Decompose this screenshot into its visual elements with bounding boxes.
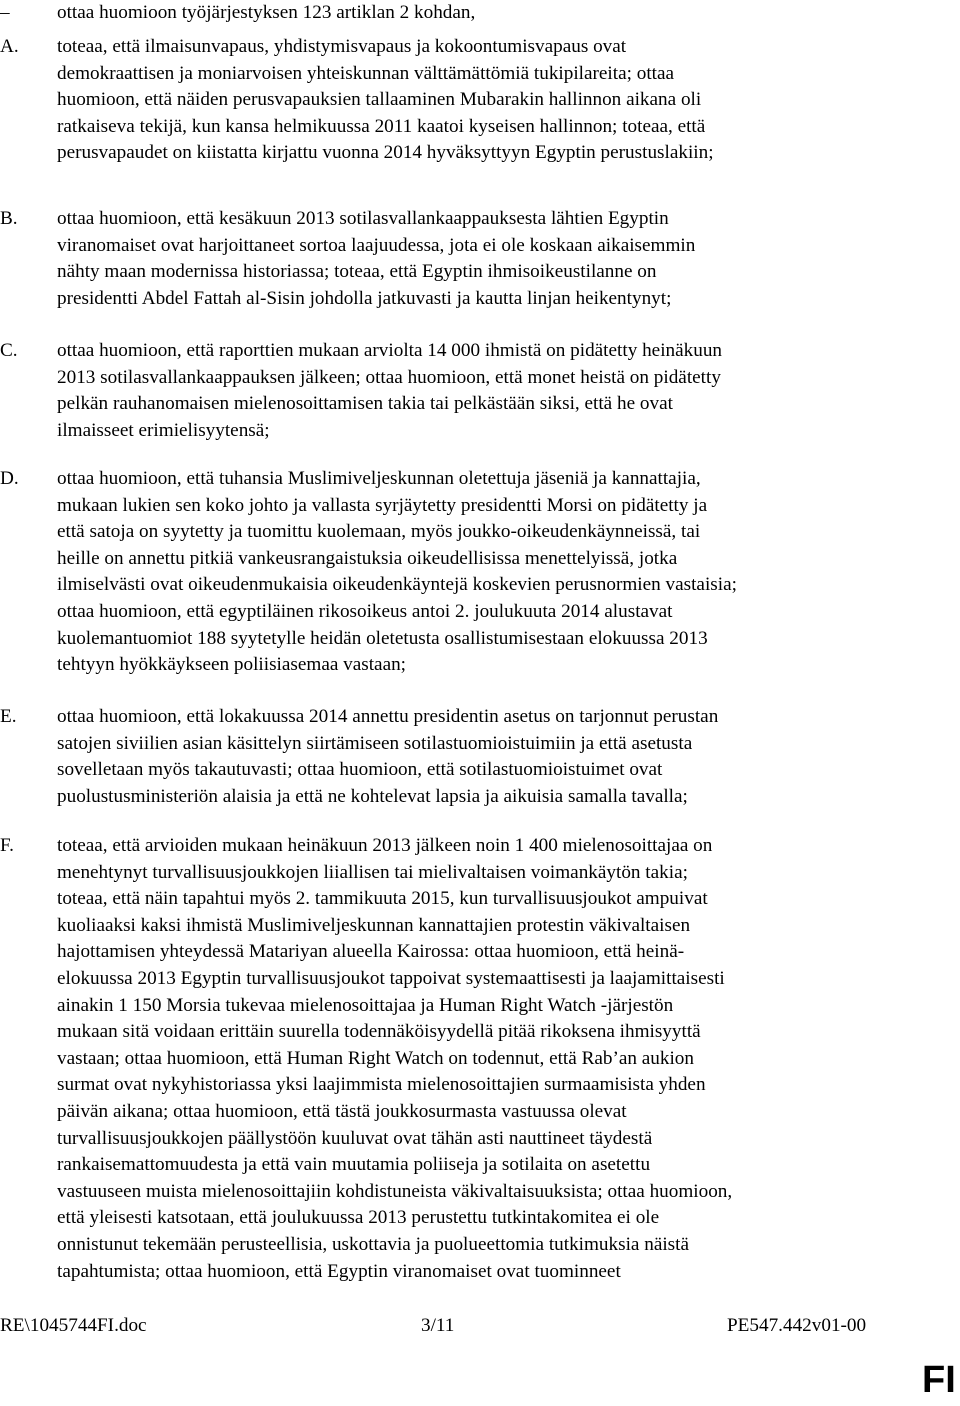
recital-text (57, 833, 887, 1285)
intro-text (57, 0, 887, 27)
text-line: demokraattisen ja moniarvoisen yhteiskunnan välttämättömiä tukipilareita; ottaa (57, 62, 675, 84)
text-line: ratkaiseva tekijä, kun kansa helmikuussa 2011 kaatoi kyseisen hallinnon; toteaa, että (57, 115, 706, 137)
text-line: nähty maan modernissa historiassa; toteaa, että Egyptin ihmisoikeustilanne on (57, 261, 657, 283)
text-line: päivän aikana; ottaa huomioon, että tästä joukkosurmasta vastuussa olevat (57, 1100, 627, 1122)
text-line: ottaa huomioon, että raporttien mukaan arviolta 14 000 ihmistä on pidätetty heinäkuun (57, 340, 723, 361)
recital-label: A. (0, 36, 19, 57)
text-line: satojen siviilien asian käsittelyn siirtämiseen sotilastuomioistuimiin ja että asetusta (57, 732, 693, 754)
text-line: presidentti Abdel Fattah al-Sisin johdolla jatkuvasti ja kautta linjan heikentynyt; (57, 287, 672, 309)
text-line: pelkän rauhanomaisen mielenosoittamisen takia tai pelkästään siksi, että he ovat (57, 393, 673, 415)
text-line: ottaa huomioon, että lokakuussa 2014 annettu presidentin asetus on tarjonnut perustan (57, 706, 719, 727)
text-line: ottaa huomioon, että tuhansia Muslimiveljeskunnan oletettuja jäseniä ja kannattajia, (57, 468, 701, 489)
text-line: turvallisuusjoukkojen päällystöön kuuluvat ovat tähän asti nauttineet täydestä (57, 1127, 653, 1149)
text-line: ilmaisseet erimielisyytensä; (57, 419, 270, 441)
recital-label: E. (0, 706, 17, 727)
text-line: puolustusministeriön alaisia ja että ne kohtelevat lapsia ja aikuisia samalla tavalla; (57, 785, 688, 807)
text-line: 2013 sotilasvallankaappauksen jälkeen; ottaa huomioon, että monet heistä on pidätetty (57, 366, 721, 388)
text-line: mukaan lukien sen koko johto ja vallasta syrjäytetty presidentti Morsi on pidätetty ja (57, 494, 708, 516)
recital-text (57, 466, 887, 679)
recital-text (57, 34, 887, 167)
text-line: mukaan sitä voidaan erittäin suurella todennäköisyydellä pitää rikoksena ihmisyyttä (57, 1021, 701, 1043)
text-line: että yleisesti katsotaan, että joulukuussa 2013 perustettu tutkintakomitea ei ole (57, 1207, 660, 1229)
text-line: kuolemantuomiot 188 syytetylle heidän oletetusta osallistumisestaan elokuussa 2013 (57, 627, 708, 649)
text-line: sovelletaan myös takautuvasti; ottaa huomioon, että sotilastuomioistuimet ovat (57, 759, 663, 781)
recital-text (57, 206, 887, 312)
text-line: ainakin 1 150 Morsia tukevaa mielenosoittajaa ja Human Right Watch -järjestön (57, 994, 674, 1016)
text-line: tehtyyn hyökkäykseen poliisiasemaa vastaan; (57, 654, 407, 676)
page-number: 3/11 (421, 1315, 455, 1336)
text-line: toteaa, että ilmaisunvapaus, yhdistymisvapaus ja kokoontumisvapaus ovat (57, 36, 627, 57)
text-line: kuoliaaksi kaksi ihmistä Muslimiveljeskunnan kannattajien protestin väkivaltaisen (57, 914, 691, 936)
text-line: ottaa huomioon työjärjestyksen 123 artiklan 2 kohdan, (57, 2, 476, 23)
text-line: menehtynyt turvallisuusjoukkojen liiallisen tai mielivaltaisen voimankäytön takia; (57, 861, 688, 883)
text-line: ilmiselvästi ovat oikeudenmukaisia oikeudenkäyntejä koskevien perusnormien vastaisia; (57, 574, 737, 596)
recital-text (57, 338, 887, 444)
text-line: vastaan; ottaa huomioon, että Human Right Watch on todennut, että Rab’an aukion (57, 1047, 694, 1069)
text-line: huomioon, että näiden perusvapauksien tallaaminen Mubarakin hallinnon aikana oli (57, 89, 702, 111)
intro-dash: – (0, 2, 10, 23)
text-line: surmat ovat nykyhistoriassa yksi laajimmista mielenosoittajien surmaamisista yhden (57, 1074, 706, 1096)
text-line: rankaisemattomuudesta ja että vain muutamia poliiseja ja sotilaita on asetettu (57, 1154, 651, 1176)
recital-label: D. (0, 468, 19, 489)
text-line: onnistunut tekemään perusteellisia, uskottavia ja puolueettomia tutkimuksia näistä (57, 1233, 689, 1255)
document-reference: RE\1045744FI.doc (0, 1315, 147, 1336)
recital-label: F. (0, 835, 14, 856)
recital-label: C. (0, 340, 18, 361)
text-line: viranomaiset ovat harjoittaneet sortoa laajuudessa, jota ei ole koskaan aikaisemmin (57, 234, 696, 256)
text-line: heille on annettu pitkiä vankeusrangaistuksia oikeudellisissa menettelyissä, jotka (57, 547, 678, 569)
text-line: tapahtumista; ottaa huomioon, että Egyptin viranomaiset ovat tuominneet (57, 1260, 621, 1282)
recital-text (57, 704, 887, 810)
language-code: FI (922, 1359, 956, 1401)
recital-label: B. (0, 208, 18, 229)
text-line: elokuussa 2013 Egyptin turvallisuusjoukot tappoivat systemaattisesti ja laajamittaisesti (57, 967, 725, 989)
text-line: hajottamisen yhteydessä Matariyan alueella Kairossa: ottaa huomioon, että heinä- (57, 941, 685, 963)
text-line: vastuuseen muista mielenosoittajiin kohdistuneista väkivaltaisuuksista; ottaa huomioon, (57, 1180, 733, 1202)
text-line: toteaa, että näin tapahtui myös 2. tammikuuta 2015, kun turvallisuusjoukot ampuivat (57, 888, 708, 910)
text-line: toteaa, että arvioiden mukaan heinäkuun 2013 jälkeen noin 1 400 mielenosoittajaa on (57, 835, 713, 856)
text-line: ottaa huomioon, että kesäkuun 2013 sotilasvallankaappauksesta lähtien Egyptin (57, 208, 669, 229)
text-line: että satoja on syytetty ja tuomittu kuolemaan, myös joukko-oikeudenkäynneissä, tai (57, 521, 701, 543)
pe-reference: PE547.442v01-00 (727, 1315, 867, 1336)
text-line: perusvapaudet on kiistatta kirjattu vuonna 2014 hyväksyttyyn Egyptin perustuslakiin; (57, 142, 714, 164)
text-line: ottaa huomioon, että egyptiläinen rikosoikeus antoi 2. joulukuuta 2014 alustavat (57, 600, 673, 622)
